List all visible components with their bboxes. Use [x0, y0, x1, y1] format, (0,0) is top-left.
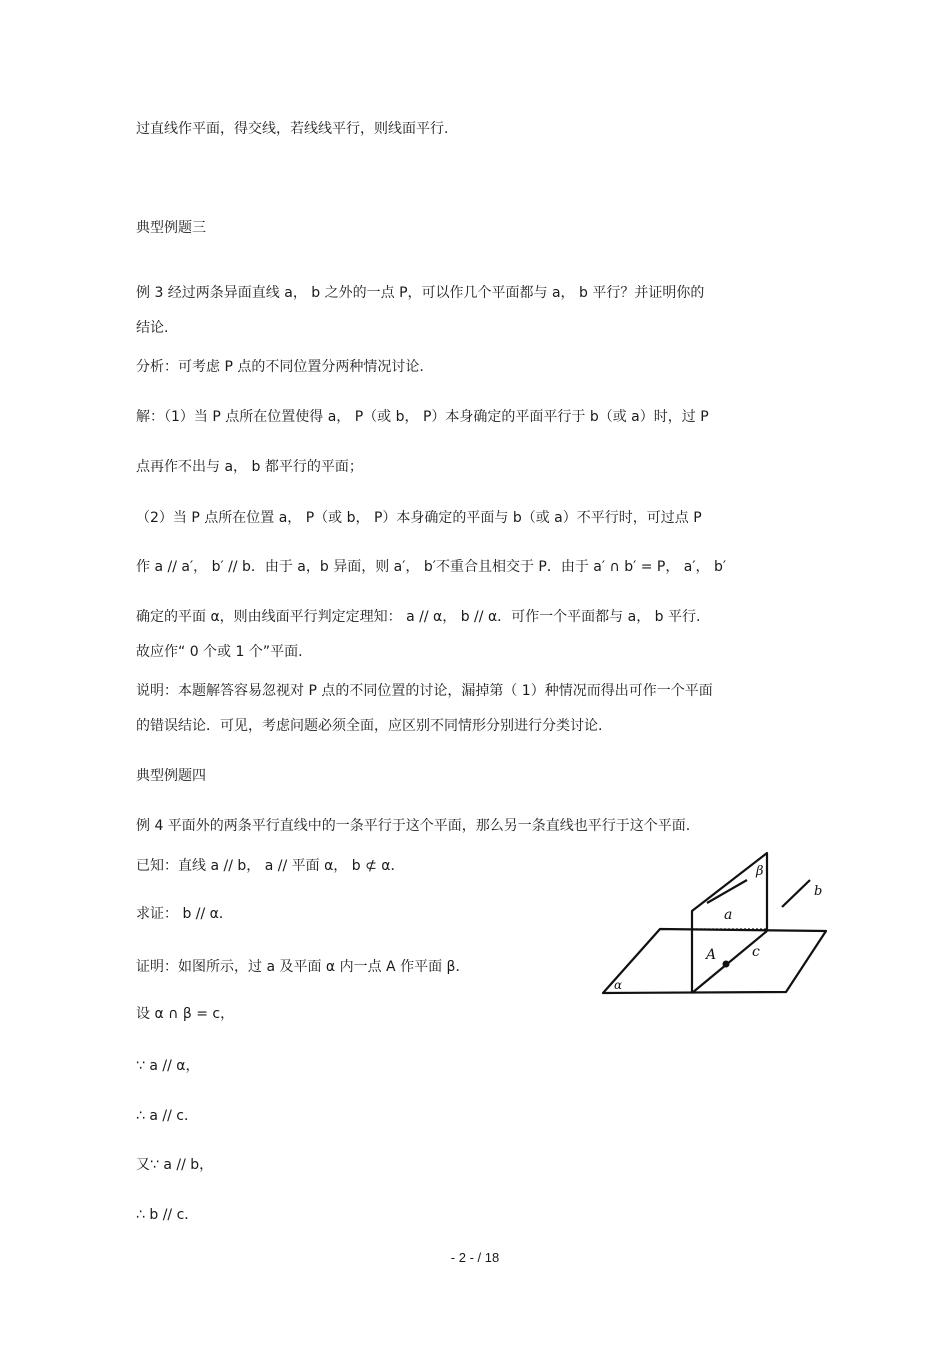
label-point-a: A: [706, 947, 717, 963]
line-b: [782, 880, 810, 907]
text-line-21: ∴ a // c．: [136, 1108, 198, 1124]
text-line-8: （2）当 P 点所在位置 a， P（或 b， P）本身确定的平面与 b（或 a）不平行时，可过点 P: [136, 510, 702, 526]
section-heading-example-4: 典型例题四: [136, 768, 206, 784]
text-line-1: 过直线作平面，得交线，若线线平行，则线面平行.: [136, 121, 449, 137]
text-line-23: ∴ b // c．: [136, 1207, 199, 1223]
text-line-15: 例 4 平面外的两条平行直线中的一条平行于这个平面，那么另一条直线也平行于这个平面.: [136, 818, 691, 834]
text-line-20: ∵ a // α，: [136, 1058, 200, 1074]
text-line-4: 结论.: [136, 320, 169, 336]
text-line-12: 说明：本题解答容易忽视对 P 点的不同位置的讨论，漏掉第（ 1）种情况而得出可作一个平面: [136, 683, 713, 699]
label-b: b: [814, 884, 823, 899]
text-line-17: 求证： b // α．: [136, 906, 233, 922]
text-line-9: 作 a // a′， b′ // b．由于 a，b 异面，则 a′， b′不重合且相交于 P．由于 a′ ∩ b′ = P， a′， b′: [136, 559, 727, 575]
text-line-7: 点再作不出与 a， b 都平行的平面；: [136, 459, 363, 475]
label-alpha: α: [614, 978, 623, 992]
text-line-5: 分析：可考虑 P 点的不同位置分两种情况讨论.: [136, 359, 424, 375]
text-line-10: 确定的平面 α，则由线面平行判定定理知： a // α， b // α．可作一个平面都与 a， b 平行.: [136, 609, 701, 625]
label-c: c: [752, 944, 760, 960]
text-line-19: 设 α ∩ β = c，: [136, 1006, 235, 1022]
text-line-6: 解：（1）当 P 点所在位置使得 a， P（或 b， P）本身确定的平面平行于 b（或 a）时，过 P: [136, 409, 709, 425]
text-line-11: 故应作“ 0 个或 1 个”平面.: [136, 644, 303, 660]
point-a-dot: [723, 961, 730, 968]
label-beta: β: [756, 864, 764, 879]
page-number: - 2 - / 18: [450, 1250, 500, 1265]
text-line-22: 又∵ a // b，: [136, 1157, 214, 1173]
geometry-figure: [596, 846, 832, 1000]
text-line-16: 已知：直线 a // b， a // 平面 α， b ⊄ α．: [136, 858, 405, 874]
text-line-13: 的错误结论．可见，考虑问题必须全面，应区别不同情形分别进行分类讨论.: [136, 718, 603, 734]
text-line-3: 例 3 经过两条异面直线 a， b 之外的一点 P，可以作几个平面都与 a， b 平行？并证明你的: [136, 285, 705, 301]
section-heading-example-3: 典型例题三: [136, 220, 206, 236]
label-a: a: [724, 907, 733, 923]
text-line-18: 证明：如图所示，过 a 及平面 α 内一点 A 作平面 β．: [136, 959, 470, 975]
intersection-line-c: [692, 931, 767, 993]
